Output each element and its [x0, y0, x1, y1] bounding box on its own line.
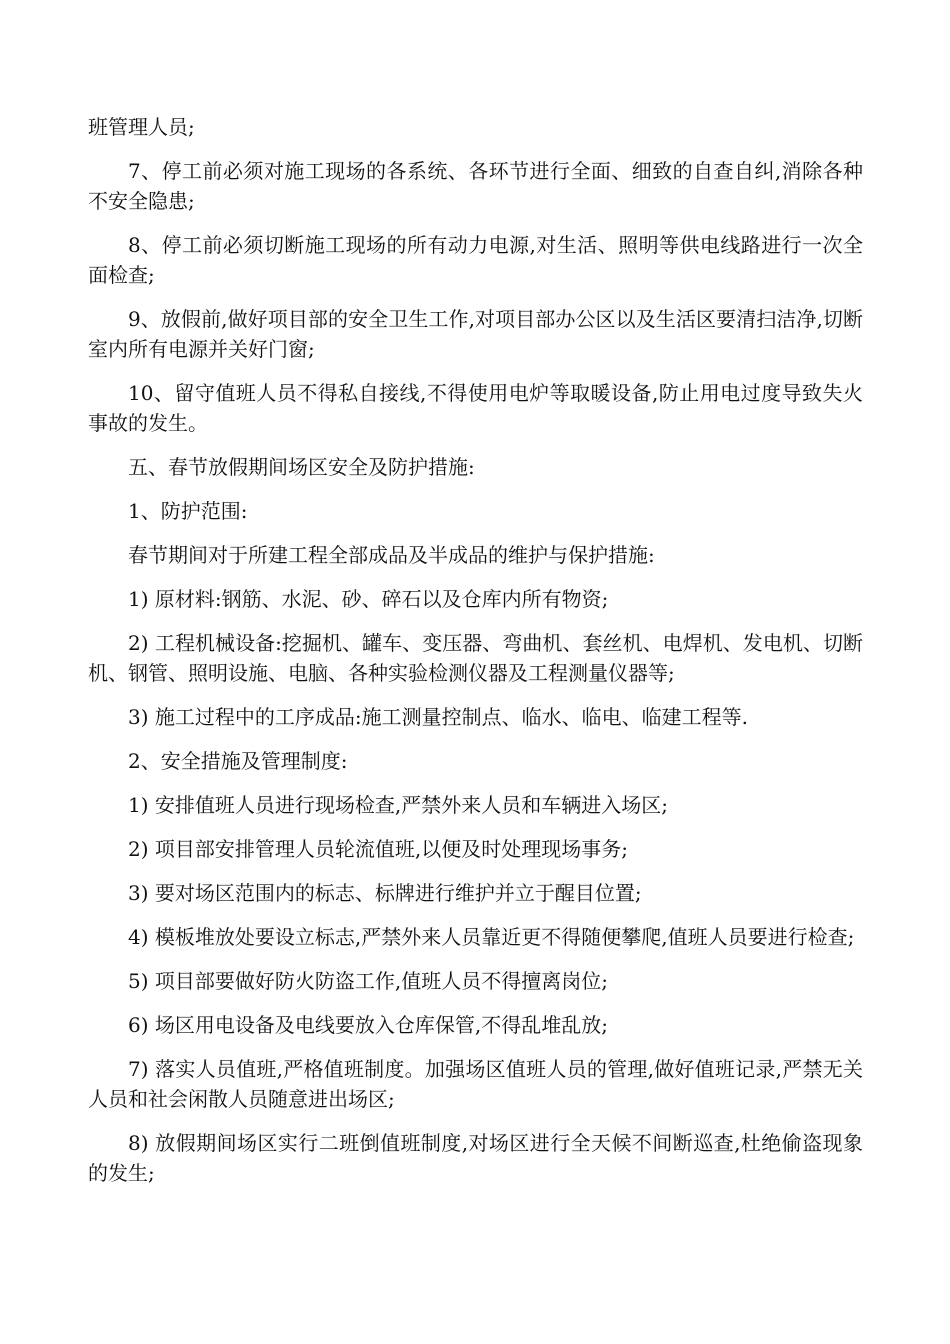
list-item-measure-5: 5) 项目部要做好防火防盗工作,值班人员不得擅离岗位;	[128, 969, 608, 993]
paragraph-intro: 春节期间对于所建工程全部成品及半成品的维护与保护措施:	[128, 543, 655, 567]
list-item-measure-1: 1) 安排值班人员进行现场检查,严禁外来人员和车辆进入场区;	[128, 793, 668, 817]
paragraph-item-7: 7、停工前必须对施工现场的各系统、各环节进行全面、细致的自查自纠,消除各种不安全隐患;	[88, 159, 863, 213]
list-item-measure-8: 8) 放假期间场区实行二班倒值班制度,对场区进行全天候不间断巡查,杜绝偷盗现象的发生;	[88, 1131, 863, 1185]
list-item-materials: 1) 原材料:钢筋、水泥、砂、碎石以及仓库内所有物资;	[128, 587, 609, 611]
subsection-heading-2: 2、安全措施及管理制度:	[128, 749, 348, 773]
list-item-measure-2: 2) 项目部安排管理人员轮流值班,以便及时处理现场事务;	[128, 837, 628, 861]
section-heading-5: 五、春节放假期间场区安全及防护措施:	[128, 455, 475, 479]
paragraph-item-10: 10、留守值班人员不得私自接线,不得使用电炉等取暖设备,防止用电过度导致失火事故的发生。	[88, 381, 863, 435]
list-item-process-products: 3) 施工过程中的工序成品:施工测量控制点、临水、临电、临建工程等.	[128, 705, 748, 729]
list-item-measure-7: 7) 落实人员值班,严格值班制度。加强场区值班人员的管理,做好值班记录,严禁无关人员和社会闲散人员随意进出场区;	[88, 1057, 863, 1111]
list-item-measure-3: 3) 要对场区范围内的标志、标牌进行维护并立于醒目位置;	[128, 881, 642, 905]
paragraph-continuation: 班管理人员;	[88, 115, 195, 139]
document-page	[88, 112, 863, 1202]
subsection-heading-1: 1、防护范围:	[128, 499, 248, 523]
paragraph-item-9: 9、放假前,做好项目部的安全卫生工作,对项目部办公区以及生活区要清扫洁净,切断室内所有电源并关好门窗;	[88, 307, 863, 361]
list-item-measure-4: 4) 模板堆放处要设立标志,严禁外来人员靠近更不得随便攀爬,值班人员要进行检查;	[128, 925, 855, 949]
list-item-equipment: 2) 工程机械设备:挖掘机、罐车、变压器、弯曲机、套丝机、电焊机、发电机、切断机、钢管、照明设施、电脑、各种实验检测仪器及工程测量仪器等;	[88, 631, 863, 685]
list-item-measure-6: 6) 场区用电设备及电线要放入仓库保管,不得乱堆乱放;	[128, 1013, 608, 1037]
paragraph-item-8: 8、停工前必须切断施工现场的所有动力电源,对生活、照明等供电线路进行一次全面检查;	[88, 233, 863, 287]
